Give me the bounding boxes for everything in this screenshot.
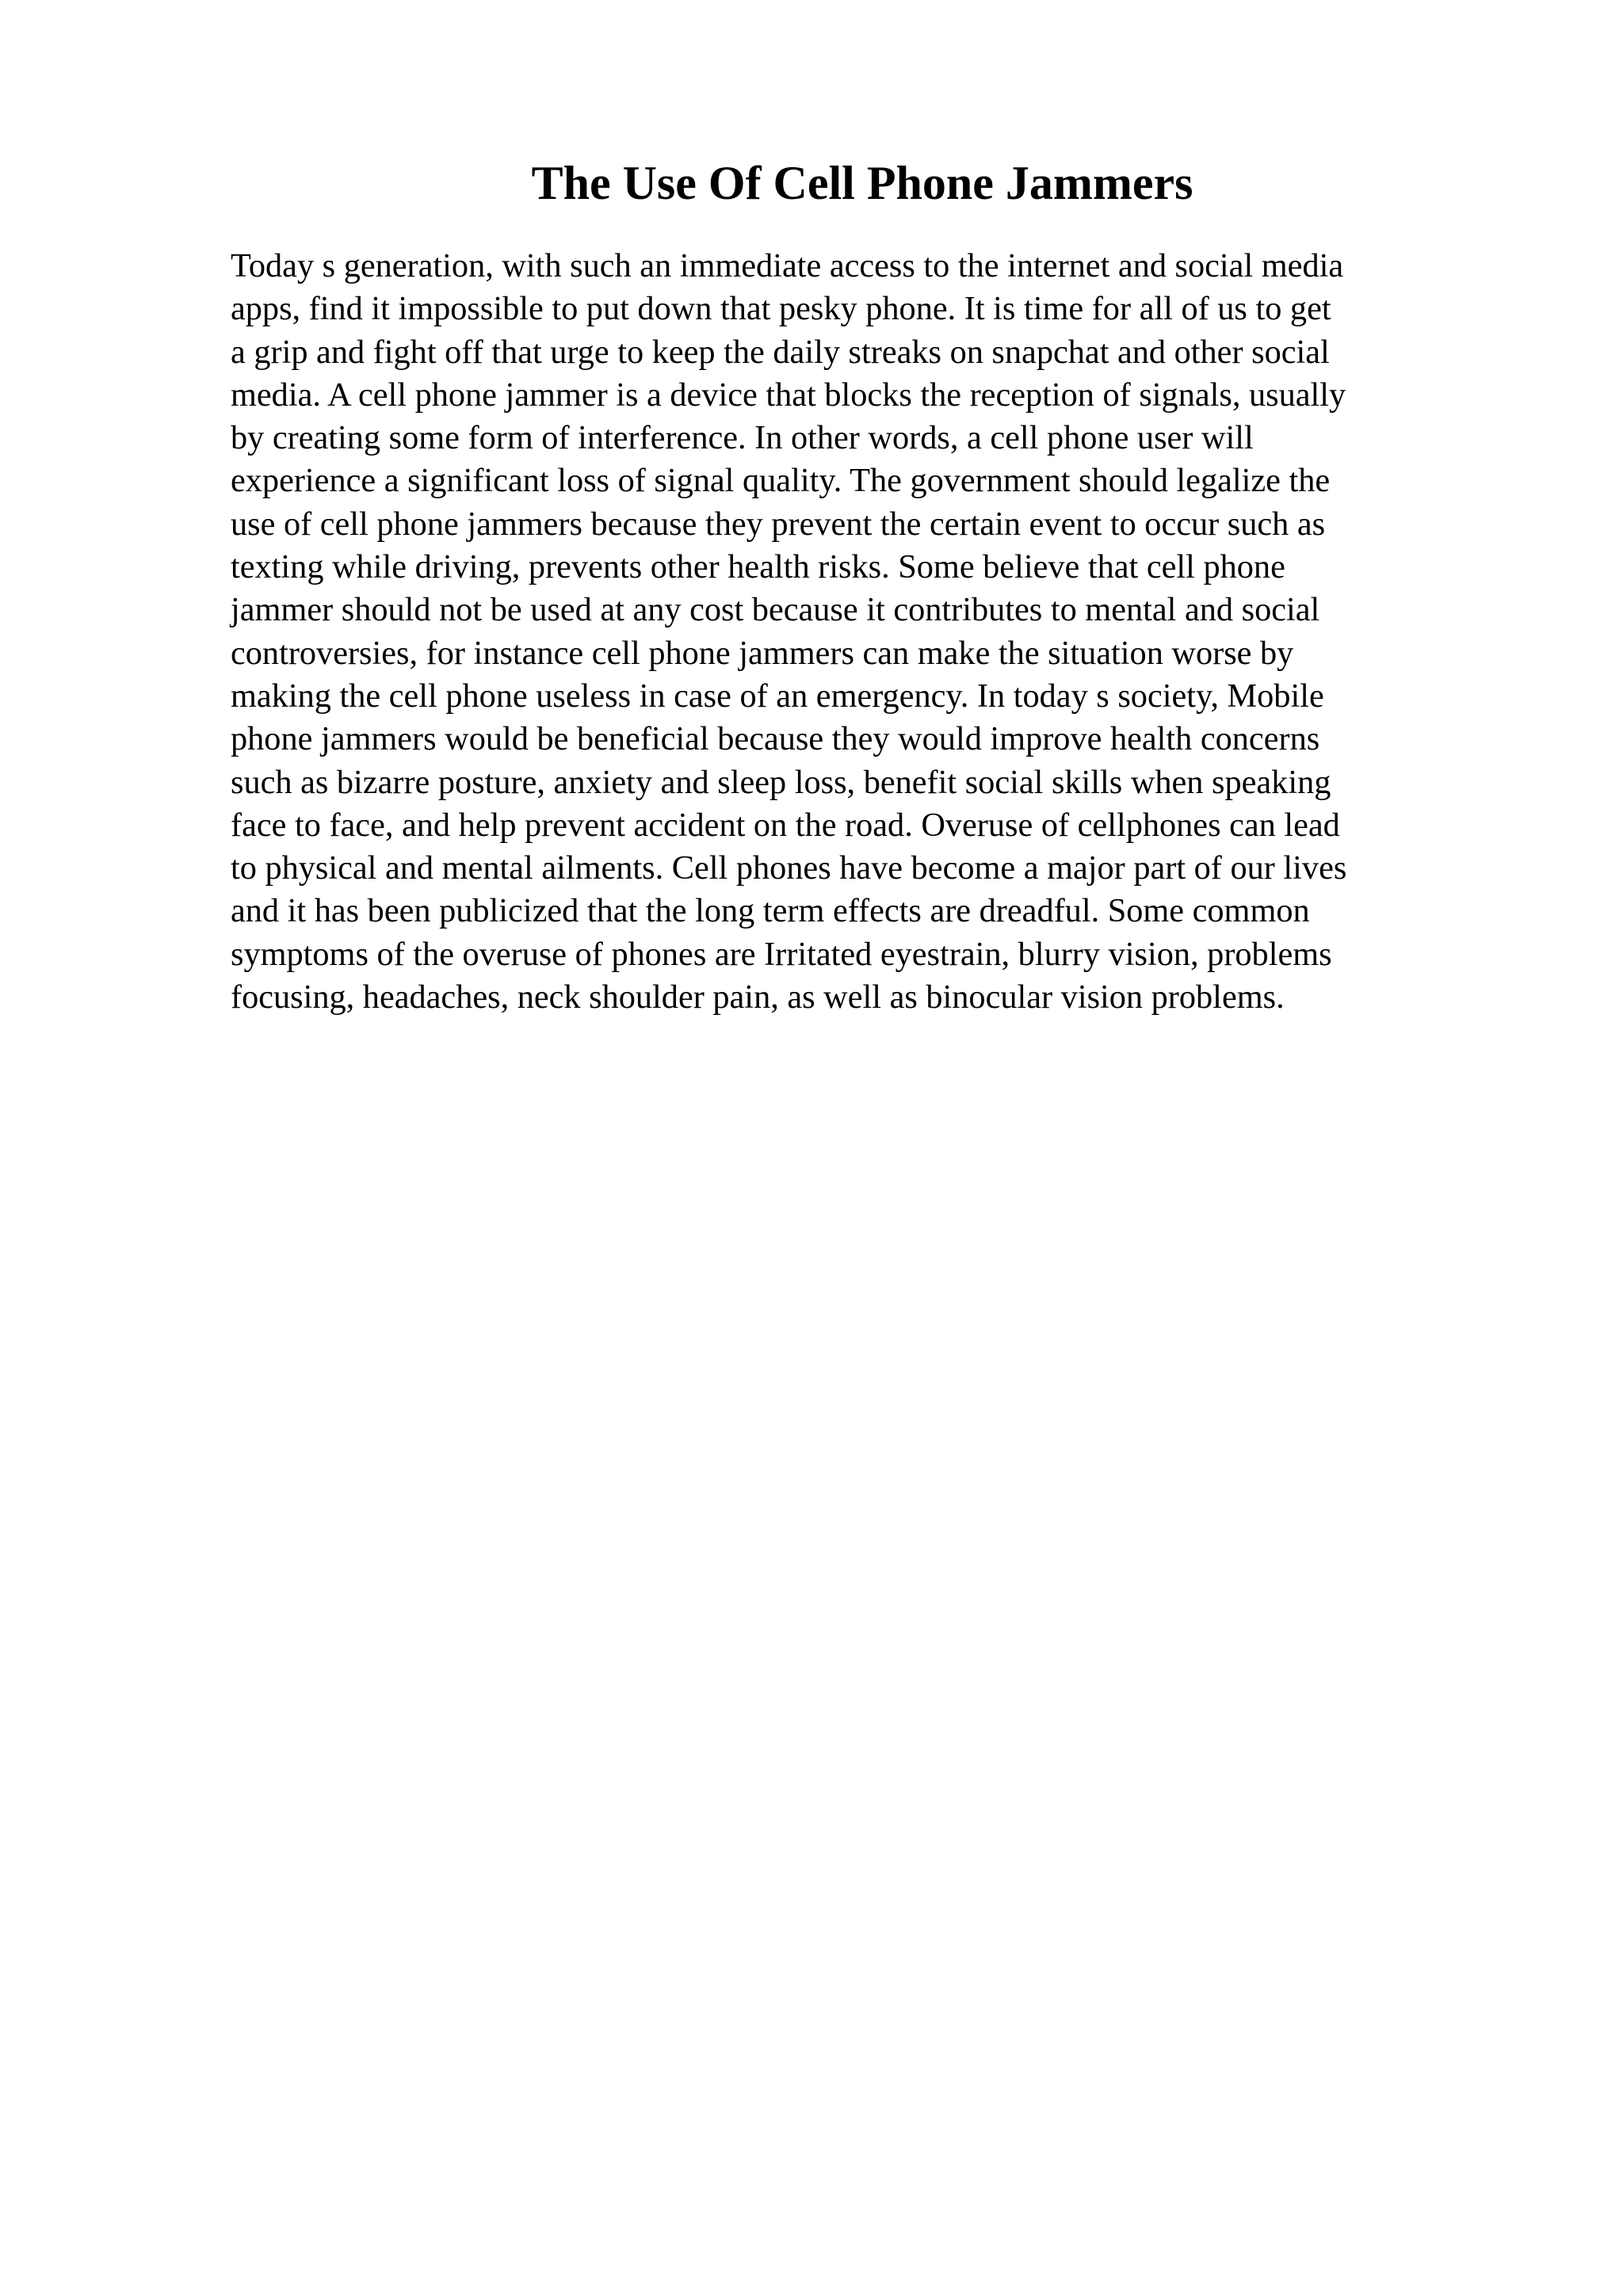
body-line: apps, find it impossible to put down that pesky phone. It is time for all of us to get (231, 290, 1331, 328)
body-line: symptoms of the overuse of phones are Irritated eyestrain, blurry vision, problems (231, 935, 1332, 973)
body-line: making the cell phone useless in case of an emergency. In today s society, Mobile (231, 677, 1324, 715)
document-body (231, 245, 1475, 1019)
body-line: experience a significant loss of signal quality. The government should legalize the (231, 462, 1331, 500)
body-line: phone jammers would be beneficial because they would improve health concerns (231, 720, 1320, 758)
body-line: focusing, headaches, neck shoulder pain, as well as binocular vision problems. (231, 978, 1285, 1016)
body-line: a grip and fight off that urge to keep the daily streaks on snapchat and other social (231, 333, 1330, 371)
body-line: and it has been publicized that the long term effects are dreadful. Some common (231, 892, 1310, 930)
document-title: The Use Of Cell Phone Jammers (531, 157, 1193, 209)
body-line: to physical and mental ailments. Cell phones have become a major part of our lives (231, 849, 1347, 887)
body-line: texting while driving, prevents other health risks. Some believe that cell phone (231, 548, 1285, 586)
body-line: face to face, and help prevent accident on the road. Overuse of cellphones can lead (231, 806, 1340, 844)
body-line: media. A cell phone jammer is a device that blocks the reception of signals, usually (231, 376, 1346, 414)
body-line: controversies, for instance cell phone jammers can make the situation worse by (231, 634, 1294, 672)
body-line: such as bizarre posture, anxiety and sleep loss, benefit social skills when speaking (231, 763, 1331, 801)
body-line: jammer should not be used at any cost because it contributes to mental and social (231, 591, 1320, 629)
body-line: by creating some form of interference. In other words, a cell phone user will (231, 419, 1254, 457)
body-line: Today s generation, with such an immediate access to the internet and social media (231, 247, 1344, 284)
body-line: use of cell phone jammers because they prevent the certain event to occur such as (231, 505, 1326, 543)
